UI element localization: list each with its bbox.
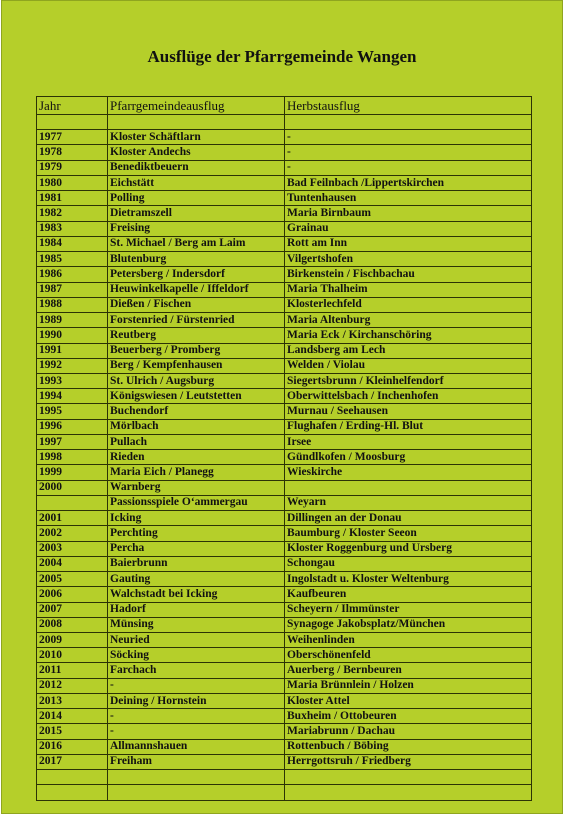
table-row — [37, 328, 532, 343]
parish-excursion-cell: Benediktbeuern — [108, 160, 285, 175]
parish-excursion-cell: Polling — [108, 191, 285, 206]
parish-excursion-cell: Münsing — [108, 617, 285, 632]
parish-excursion-cell: Söcking — [108, 648, 285, 663]
parish-excursion-cell: Petersberg / Indersdorf — [108, 267, 285, 282]
autumn-excursion-cell: Kloster Attel — [285, 693, 532, 708]
parish-excursion-cell: Deining / Hornstein — [108, 693, 285, 708]
parish-excursion-cell: Reutberg — [108, 328, 285, 343]
parish-excursion-cell: Baierbrunn — [108, 556, 285, 571]
year-cell: 1981 — [37, 191, 108, 206]
parish-excursion-cell: Perchting — [108, 526, 285, 541]
year-cell: 1994 — [37, 389, 108, 404]
year-cell: 1993 — [37, 373, 108, 388]
year-cell: 2013 — [37, 693, 108, 708]
table-row — [37, 297, 532, 312]
parish-excursion-cell: Passionsspiele O‘ammergau — [108, 495, 285, 510]
year-cell: 1980 — [37, 175, 108, 190]
year-cell: 2007 — [37, 602, 108, 617]
year-cell: 1977 — [37, 130, 108, 145]
year-cell: 2012 — [37, 678, 108, 693]
year-cell: 1984 — [37, 236, 108, 251]
year-cell: 1986 — [37, 267, 108, 282]
autumn-excursion-cell: Welden / Violau — [285, 358, 532, 373]
autumn-excursion-cell: Weyarn — [285, 495, 532, 510]
autumn-excursion-cell: Birkenstein / Fischbachau — [285, 267, 532, 282]
autumn-excursion-cell: Klosterlechfeld — [285, 297, 532, 312]
autumn-excursion-cell — [285, 480, 532, 495]
year-cell: 2010 — [37, 648, 108, 663]
year-cell — [37, 785, 108, 800]
parish-excursion-cell: St. Michael / Berg am Laim — [108, 236, 285, 251]
parish-excursion-cell: Percha — [108, 541, 285, 556]
parish-excursion-cell: Farchach — [108, 663, 285, 678]
year-cell: 1978 — [37, 145, 108, 160]
table-row — [37, 663, 532, 678]
year-cell: 2001 — [37, 511, 108, 526]
autumn-excursion-cell: - — [285, 160, 532, 175]
page-title: Ausflüge der Pfarrgemeinde Wangen — [147, 47, 417, 66]
table-row — [37, 480, 532, 495]
autumn-excursion-cell: Rott am Inn — [285, 236, 532, 251]
parish-excursion-cell — [108, 785, 285, 800]
year-cell: 2016 — [37, 739, 108, 754]
table-row — [37, 541, 532, 556]
year-cell: 2015 — [37, 724, 108, 739]
table-row — [37, 145, 532, 160]
year-cell: 1982 — [37, 206, 108, 221]
table-row — [37, 389, 532, 404]
excursions-table — [36, 96, 532, 801]
year-cell: 2009 — [37, 632, 108, 647]
autumn-excursion-cell: Schongau — [285, 556, 532, 571]
table-row — [37, 175, 532, 190]
parish-excursion-cell: Buchendorf — [108, 404, 285, 419]
autumn-excursion-cell: Tuntenhausen — [285, 191, 532, 206]
autumn-excursion-cell: Oberschönenfeld — [285, 648, 532, 663]
table-row — [37, 160, 532, 175]
year-cell: 1989 — [37, 313, 108, 328]
parish-excursion-cell: Walchstadt bei Icking — [108, 587, 285, 602]
autumn-excursion-cell: Murnau / Seehausen — [285, 404, 532, 419]
column-header-parish-excursion: Pfarrgemeindeausflug — [108, 97, 285, 115]
year-cell: 2011 — [37, 663, 108, 678]
year-cell: 1979 — [37, 160, 108, 175]
table-row — [37, 754, 532, 769]
table-row — [37, 632, 532, 647]
table-row — [37, 785, 532, 800]
parish-excursion-cell: Allmannshauen — [108, 739, 285, 754]
year-cell: 1996 — [37, 419, 108, 434]
parish-excursion-cell: Kloster Schäftlarn — [108, 130, 285, 145]
parish-excursion-cell: Beuerberg / Promberg — [108, 343, 285, 358]
table-row — [37, 313, 532, 328]
year-cell: 1992 — [37, 358, 108, 373]
autumn-excursion-cell — [285, 770, 532, 785]
autumn-excursion-cell: Mariabrunn / Dachau — [285, 724, 532, 739]
parish-excursion-cell: Neuried — [108, 632, 285, 647]
parish-excursion-cell: Forstenried / Fürstenried — [108, 313, 285, 328]
column-header-autumn-excursion: Herbstausflug — [285, 97, 532, 115]
parish-excursion-cell: Blutenburg — [108, 252, 285, 267]
parish-excursion-cell: Hadorf — [108, 602, 285, 617]
table-row — [37, 343, 532, 358]
autumn-excursion-cell: Maria Brünnlein / Holzen — [285, 678, 532, 693]
parish-excursion-cell: - — [108, 678, 285, 693]
year-cell — [37, 115, 108, 130]
autumn-excursion-cell: Flughafen / Erding-Hl. Blut — [285, 419, 532, 434]
autumn-excursion-cell: Oberwittelsbach / Inchenhofen — [285, 389, 532, 404]
parish-excursion-cell: St. Ulrich / Augsburg — [108, 373, 285, 388]
autumn-excursion-cell: Maria Eck / Kirchanschöring — [285, 328, 532, 343]
year-cell — [37, 770, 108, 785]
table-row — [37, 252, 532, 267]
parish-excursion-cell: Kloster Andechs — [108, 145, 285, 160]
table-row — [37, 358, 532, 373]
column-header-year: Jahr — [37, 97, 108, 115]
table-row — [37, 693, 532, 708]
parish-excursion-cell: Berg / Kempfenhausen — [108, 358, 285, 373]
parish-excursion-cell: Dietramszell — [108, 206, 285, 221]
table-row — [37, 191, 532, 206]
year-cell: 2006 — [37, 587, 108, 602]
autumn-excursion-cell: Dillingen an der Donau — [285, 511, 532, 526]
parish-excursion-cell: Icking — [108, 511, 285, 526]
table-row — [37, 572, 532, 587]
autumn-excursion-cell — [285, 115, 532, 130]
table-row — [37, 678, 532, 693]
autumn-excursion-cell: Grainau — [285, 221, 532, 236]
year-cell: 1990 — [37, 328, 108, 343]
table-row — [37, 267, 532, 282]
table-row — [37, 130, 532, 145]
autumn-excursion-cell: Landsberg am Lech — [285, 343, 532, 358]
table-row — [37, 724, 532, 739]
parish-excursion-cell: Freiham — [108, 754, 285, 769]
table-row — [37, 770, 532, 785]
autumn-excursion-cell: - — [285, 145, 532, 160]
year-cell: 2003 — [37, 541, 108, 556]
year-cell: 2005 — [37, 572, 108, 587]
parish-excursion-cell: Gauting — [108, 572, 285, 587]
autumn-excursion-cell: Maria Birnbaum — [285, 206, 532, 221]
year-cell: 2004 — [37, 556, 108, 571]
table-row — [37, 236, 532, 251]
table-row — [37, 495, 532, 510]
table-row — [37, 709, 532, 724]
autumn-excursion-cell: Irsee — [285, 434, 532, 449]
parish-excursion-cell: Warnberg — [108, 480, 285, 495]
table-header — [37, 97, 532, 115]
parish-excursion-cell: Königswiesen / Leutstetten — [108, 389, 285, 404]
autumn-excursion-cell: Ingolstadt u. Kloster Weltenburg — [285, 572, 532, 587]
year-cell: 1998 — [37, 450, 108, 465]
parish-excursion-cell: Eichstätt — [108, 175, 285, 190]
document-page — [1, 0, 563, 814]
year-cell: 1999 — [37, 465, 108, 480]
autumn-excursion-cell: Gündlkofen / Moosburg — [285, 450, 532, 465]
autumn-excursion-cell: Scheyern / Ilmmünster — [285, 602, 532, 617]
parish-excursion-cell — [108, 115, 285, 130]
year-cell — [37, 495, 108, 510]
table-row — [37, 282, 532, 297]
parish-excursion-cell: Rieden — [108, 450, 285, 465]
parish-excursion-cell: Pullach — [108, 434, 285, 449]
parish-excursion-cell: Maria Eich / Planegg — [108, 465, 285, 480]
table-row — [37, 373, 532, 388]
header-row — [37, 97, 532, 115]
parish-excursion-cell: - — [108, 724, 285, 739]
year-cell: 2002 — [37, 526, 108, 541]
year-cell: 1985 — [37, 252, 108, 267]
autumn-excursion-cell: - — [285, 130, 532, 145]
table-row — [37, 556, 532, 571]
year-cell: 1983 — [37, 221, 108, 236]
table-row — [37, 739, 532, 754]
autumn-excursion-cell: Bad Feilnbach /Lippertskirchen — [285, 175, 532, 190]
year-cell: 1995 — [37, 404, 108, 419]
table-row — [37, 206, 532, 221]
autumn-excursion-cell: Vilgertshofen — [285, 252, 532, 267]
parish-excursion-cell: Freising — [108, 221, 285, 236]
parish-excursion-cell: Mörlbach — [108, 419, 285, 434]
table-row — [37, 419, 532, 434]
parish-excursion-cell: - — [108, 709, 285, 724]
table-row — [37, 465, 532, 480]
autumn-excursion-cell: Maria Altenburg — [285, 313, 532, 328]
autumn-excursion-cell: Wieskirche — [285, 465, 532, 480]
year-cell: 2014 — [37, 709, 108, 724]
autumn-excursion-cell — [285, 785, 532, 800]
parish-excursion-cell: Dießen / Fischen — [108, 297, 285, 312]
autumn-excursion-cell: Rottenbuch / Böbing — [285, 739, 532, 754]
year-cell: 1991 — [37, 343, 108, 358]
autumn-excursion-cell: Auerberg / Bernbeuren — [285, 663, 532, 678]
table-row — [37, 221, 532, 236]
year-cell: 1988 — [37, 297, 108, 312]
table-row — [37, 404, 532, 419]
autumn-excursion-cell: Herrgottsruh / Friedberg — [285, 754, 532, 769]
table-row — [37, 648, 532, 663]
year-cell: 2000 — [37, 480, 108, 495]
autumn-excursion-cell: Siegertsbrunn / Kleinhelfendorf — [285, 373, 532, 388]
parish-excursion-cell — [108, 770, 285, 785]
autumn-excursion-cell: Kloster Roggenburg und Ursberg — [285, 541, 532, 556]
autumn-excursion-cell: Maria Thalheim — [285, 282, 532, 297]
table-row — [37, 617, 532, 632]
autumn-excursion-cell: Kaufbeuren — [285, 587, 532, 602]
autumn-excursion-cell: Weihenlinden — [285, 632, 532, 647]
table-row — [37, 434, 532, 449]
year-cell: 1997 — [37, 434, 108, 449]
year-cell: 2017 — [37, 754, 108, 769]
table-row — [37, 511, 532, 526]
autumn-excursion-cell: Baumburg / Kloster Seeon — [285, 526, 532, 541]
table-row — [37, 115, 532, 130]
parish-excursion-cell: Heuwinkelkapelle / Iffeldorf — [108, 282, 285, 297]
table-row — [37, 450, 532, 465]
table-row — [37, 602, 532, 617]
table-row — [37, 526, 532, 541]
year-cell: 2008 — [37, 617, 108, 632]
year-cell: 1987 — [37, 282, 108, 297]
autumn-excursion-cell: Synagoge Jakobsplatz/München — [285, 617, 532, 632]
table-body — [37, 115, 532, 801]
autumn-excursion-cell: Buxheim / Ottobeuren — [285, 709, 532, 724]
table-row — [37, 587, 532, 602]
